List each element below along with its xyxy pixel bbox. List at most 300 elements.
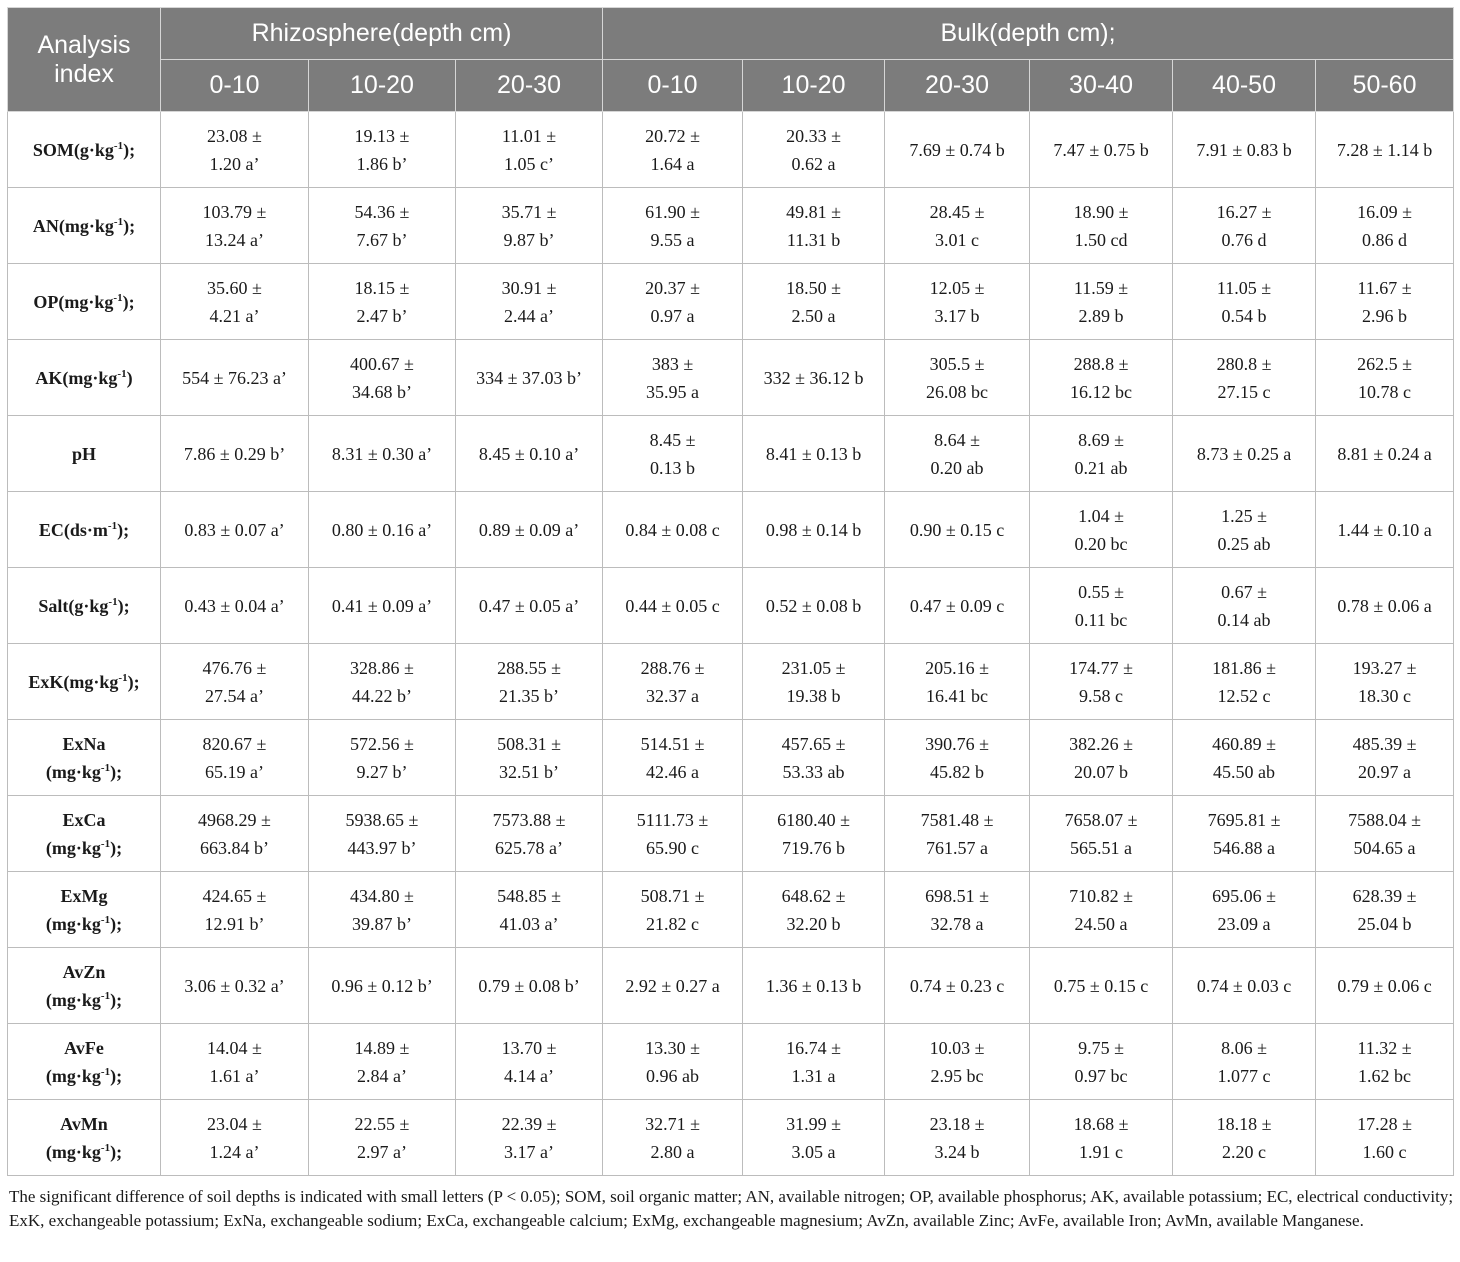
- row-index-label: [8, 720, 161, 796]
- cell-value-line: 400.67 ±: [350, 353, 414, 374]
- cell-value-line: 41.03 a’: [499, 913, 559, 934]
- cell-value-line: 9.58 c: [1079, 685, 1124, 706]
- cell-value-line: 0.79 ± 0.08 b’: [478, 975, 580, 996]
- data-cell: [161, 872, 309, 948]
- cell-value-line: 54.36 ±: [354, 201, 410, 222]
- cell-value-line: 3.05 a: [791, 1141, 836, 1162]
- index-label-line: [12, 592, 156, 620]
- cell-value-line: 7.47 ± 0.75 b: [1053, 139, 1149, 160]
- table-row: [8, 264, 1454, 340]
- data-cell: [1316, 1100, 1454, 1176]
- data-cell: [161, 340, 309, 416]
- data-cell: [1316, 644, 1454, 720]
- data-cell: [603, 188, 743, 264]
- index-label-suffix: );: [127, 671, 140, 692]
- data-cell: [1316, 568, 1454, 644]
- index-label-line: [12, 986, 156, 1014]
- data-cell: [603, 492, 743, 568]
- analysis-index-header-line2: index: [54, 59, 114, 88]
- index-label-text: (mg·kg: [45, 761, 101, 782]
- cell-value-line: 1.20 a’: [209, 153, 260, 174]
- cell-value-line: 0.11 bc: [1074, 609, 1128, 630]
- cell-value-line: 45.50 ab: [1213, 761, 1276, 782]
- cell-value-line: 508.31 ±: [497, 733, 561, 754]
- cell-value-line: 0.47 ± 0.09 c: [909, 595, 1005, 616]
- cell-value-line: 0.97 a: [650, 305, 695, 326]
- index-label-line: [12, 136, 156, 164]
- cell-value-line: 820.67 ±: [202, 733, 267, 754]
- data-cell: [309, 264, 456, 340]
- data-cell: [456, 568, 603, 644]
- cell-value-line: 8.45 ± 0.10 a’: [478, 443, 580, 464]
- cell-value-line: 31.99 ±: [786, 1113, 841, 1134]
- cell-value-line: 13.70 ±: [501, 1037, 557, 1058]
- cell-value-line: 7588.04 ±: [1348, 809, 1421, 830]
- data-cell: [309, 112, 456, 188]
- cell-value-line: 9.55 a: [650, 229, 695, 250]
- cell-value-line: 53.33 ab: [782, 761, 845, 782]
- data-cell: [603, 948, 743, 1024]
- cell-value-line: 0.78 ± 0.06 a: [1337, 595, 1432, 616]
- index-label-text: ExCa: [62, 809, 106, 830]
- index-label-line: [12, 1034, 156, 1062]
- cell-value-line: 0.44 ± 0.05 c: [625, 595, 720, 616]
- cell-value-line: 0.74 ± 0.03 c: [1196, 975, 1292, 996]
- index-label-line: [12, 1110, 156, 1138]
- data-cell: [161, 720, 309, 796]
- cell-value-line: 8.31 ± 0.30 a’: [331, 443, 433, 464]
- cell-value-line: 3.06 ± 0.32 a’: [184, 975, 285, 996]
- cell-value-line: 280.8 ±: [1216, 353, 1272, 374]
- data-cell: [1030, 1024, 1173, 1100]
- data-cell: [161, 112, 309, 188]
- cell-value-line: 761.57 a: [926, 837, 989, 858]
- cell-value-line: 11.31 b: [786, 229, 841, 250]
- cell-value-line: 45.82 b: [930, 761, 985, 782]
- data-cell: [743, 796, 885, 872]
- data-cell: [885, 264, 1030, 340]
- index-label-exponent: -1: [100, 1141, 111, 1154]
- cell-value-line: 1.05 c’: [504, 153, 554, 174]
- data-cell: [309, 340, 456, 416]
- row-index-label: [8, 340, 161, 416]
- cell-value-line: 0.86 d: [1362, 229, 1408, 250]
- data-cell: [456, 112, 603, 188]
- cell-value-line: 1.50 cd: [1074, 229, 1128, 250]
- cell-value-line: 546.88 a: [1213, 837, 1276, 858]
- index-label-exponent: -1: [107, 519, 118, 532]
- index-label-suffix: );: [110, 837, 123, 858]
- cell-value-line: 3.24 b: [934, 1141, 980, 1162]
- data-cell: [1173, 796, 1316, 872]
- index-label-text: ExMg: [60, 885, 108, 906]
- cell-value-line: 5111.73 ±: [636, 809, 709, 830]
- cell-value-line: 193.27 ±: [1352, 657, 1417, 678]
- row-index-label: [8, 948, 161, 1024]
- cell-value-line: 27.54 a’: [205, 685, 264, 706]
- cell-value-line: 0.14 ab: [1217, 609, 1271, 630]
- cell-value-line: 476.76 ±: [202, 657, 267, 678]
- data-cell: [885, 1100, 1030, 1176]
- row-index-label: [8, 1100, 161, 1176]
- table-row: [8, 340, 1454, 416]
- data-cell: [1173, 644, 1316, 720]
- index-label-line: [12, 806, 156, 834]
- index-label-text: AvFe: [64, 1037, 104, 1058]
- cell-value-line: 0.74 ± 0.23 c: [909, 975, 1005, 996]
- index-label-exponent: -1: [100, 837, 111, 850]
- cell-value-line: 262.5 ±: [1357, 353, 1412, 374]
- cell-value-line: 2.47 b’: [356, 305, 408, 326]
- cell-value-line: 1.24 a’: [209, 1141, 260, 1162]
- data-cell: [1173, 720, 1316, 796]
- index-label-suffix: );: [110, 913, 123, 934]
- cell-value-line: 2.20 c: [1222, 1141, 1267, 1162]
- data-cell: [309, 872, 456, 948]
- cell-value-line: 44.22 b’: [352, 685, 412, 706]
- row-index-label: [8, 112, 161, 188]
- cell-value-line: 1.077 c: [1217, 1065, 1271, 1086]
- index-label-text: OP(mg·kg: [33, 291, 114, 312]
- cell-value-line: 8.73 ± 0.25 a: [1196, 443, 1292, 464]
- data-cell: [1030, 1100, 1173, 1176]
- index-label-suffix: ): [126, 367, 133, 388]
- cell-value-line: 460.89 ±: [1212, 733, 1276, 754]
- data-cell: [743, 568, 885, 644]
- table-row: [8, 1024, 1454, 1100]
- cell-value-line: 7658.07 ±: [1064, 809, 1138, 830]
- cell-value-line: 7.86 ± 0.29 b’: [183, 443, 286, 464]
- data-cell: [456, 340, 603, 416]
- cell-value-line: 10.03 ±: [929, 1037, 985, 1058]
- cell-value-line: 8.41 ± 0.13 b: [765, 443, 862, 464]
- cell-value-line: 0.79 ± 0.06 c: [1337, 975, 1432, 996]
- index-label-text: Salt(g·kg: [38, 595, 109, 616]
- cell-value-line: 0.47 ± 0.05 a’: [478, 595, 580, 616]
- index-label-suffix: );: [110, 1065, 123, 1086]
- soil-analysis-table: [7, 7, 1454, 1176]
- row-index-label: [8, 492, 161, 568]
- data-cell: [1030, 720, 1173, 796]
- cell-value-line: 719.76 b: [782, 837, 846, 858]
- data-cell: [885, 644, 1030, 720]
- table-row: [8, 188, 1454, 264]
- index-label-suffix: );: [123, 139, 136, 160]
- cell-value-line: 61.90 ±: [645, 201, 700, 222]
- cell-value-line: 14.89 ±: [354, 1037, 410, 1058]
- data-cell: [309, 796, 456, 872]
- cell-value-line: 2.80 a: [650, 1141, 695, 1162]
- depth-header: 0-10: [603, 60, 743, 112]
- index-label-text: AvZn: [62, 961, 106, 982]
- cell-value-line: 9.87 b’: [503, 229, 555, 250]
- index-label-exponent: -1: [117, 367, 127, 380]
- cell-value-line: 0.43 ± 0.04 a’: [184, 595, 285, 616]
- depth-header: 10-20: [743, 60, 885, 112]
- data-cell: [1173, 1024, 1316, 1100]
- data-cell: [456, 416, 603, 492]
- data-cell: [1173, 340, 1316, 416]
- index-label-line: [12, 1138, 156, 1166]
- data-cell: [743, 416, 885, 492]
- index-label-text: (mg·kg: [45, 989, 101, 1010]
- cell-value-line: 0.21 ab: [1074, 457, 1128, 478]
- data-cell: [456, 1024, 603, 1100]
- cell-value-line: 485.39 ±: [1352, 733, 1417, 754]
- cell-value-line: 27.15 c: [1217, 381, 1271, 402]
- cell-value-line: 11.01 ±: [501, 125, 557, 146]
- cell-value-line: 8.06 ±: [1221, 1037, 1267, 1058]
- cell-value-line: 34.68 b’: [352, 381, 412, 402]
- data-cell: [161, 568, 309, 644]
- cell-value-line: 11.67 ±: [1357, 277, 1412, 298]
- cell-value-line: 19.38 b: [786, 685, 841, 706]
- cell-value-line: 1.62 bc: [1358, 1065, 1412, 1086]
- cell-value-line: 434.80 ±: [350, 885, 414, 906]
- cell-value-line: 0.83 ± 0.07 a’: [184, 519, 285, 540]
- index-label-text: SOM(g·kg: [32, 139, 114, 160]
- cell-value-line: 42.46 a: [646, 761, 700, 782]
- index-label-line: [12, 516, 156, 544]
- index-label-exponent: -1: [100, 989, 111, 1002]
- index-label-exponent: -1: [100, 913, 111, 926]
- index-label-text: ExK(mg·kg: [28, 671, 119, 692]
- cell-value-line: 32.71 ±: [645, 1113, 700, 1134]
- cell-value-line: 625.78 a’: [495, 837, 563, 858]
- cell-value-line: 18.68 ±: [1073, 1113, 1129, 1134]
- cell-value-line: 231.05 ±: [781, 657, 846, 678]
- data-cell: [1173, 264, 1316, 340]
- cell-value-line: 288.8 ±: [1073, 353, 1129, 374]
- index-label-line: [12, 288, 156, 316]
- index-label-line: [12, 440, 156, 468]
- data-cell: [456, 796, 603, 872]
- data-cell: [309, 948, 456, 1024]
- index-label-suffix: );: [122, 291, 135, 312]
- data-cell: [309, 720, 456, 796]
- cell-value-line: 0.75 ± 0.15 c: [1053, 975, 1149, 996]
- data-cell: [885, 492, 1030, 568]
- index-label-suffix: );: [110, 1141, 123, 1162]
- cell-value-line: 2.89 b: [1078, 305, 1124, 326]
- data-cell: [1030, 264, 1173, 340]
- cell-value-line: 2.97 a’: [357, 1141, 407, 1162]
- index-label-exponent: -1: [100, 761, 111, 774]
- data-cell: [161, 796, 309, 872]
- data-cell: [743, 188, 885, 264]
- cell-value-line: 11.32 ±: [1357, 1037, 1412, 1058]
- cell-value-line: 0.25 ab: [1217, 533, 1271, 554]
- data-cell: [885, 568, 1030, 644]
- cell-value-line: 9.75 ±: [1078, 1037, 1124, 1058]
- cell-value-line: 7695.81 ±: [1207, 809, 1281, 830]
- data-cell: [743, 264, 885, 340]
- cell-value-line: 39.87 b’: [352, 913, 412, 934]
- index-label-line: [12, 668, 156, 696]
- cell-value-line: 663.84 b’: [200, 837, 269, 858]
- cell-value-line: 16.41 bc: [926, 685, 989, 706]
- cell-value-line: 205.16 ±: [925, 657, 989, 678]
- cell-value-line: 305.5 ±: [929, 353, 985, 374]
- depth-header: 20-30: [456, 60, 603, 112]
- cell-value-line: 0.97 bc: [1074, 1065, 1128, 1086]
- table-footnote: The significant difference of soil depths is indicated with small letters (P < 0.05); SOM, soil organic matter; AN, available nitrogen; OP, available phosphorus; AK, available potassium; EC, electrical conductivity; ExK, exchangeable potassium; ExNa, exchangeable sodium; ExCa, exchangeable calcium; ExMg, exchangeable magnesium; AvZn, available Zinc; AvFe, available Iron; AvMn, available Manganese.: [9, 1187, 1454, 1230]
- cell-value-line: 0.52 ± 0.08 b: [765, 595, 862, 616]
- data-cell: [1030, 644, 1173, 720]
- cell-value-line: 18.15 ±: [354, 277, 410, 298]
- cell-value-line: 18.30 c: [1358, 685, 1412, 706]
- data-cell: [456, 720, 603, 796]
- cell-value-line: 20.07 b: [1074, 761, 1129, 782]
- cell-value-line: 19.13 ±: [354, 125, 410, 146]
- analysis-index-header: [8, 8, 161, 112]
- cell-value-line: 332 ± 36.12 b: [763, 367, 864, 388]
- data-cell: [603, 796, 743, 872]
- cell-value-line: 30.91 ±: [501, 277, 557, 298]
- cell-value-line: 32.78 a: [930, 913, 984, 934]
- cell-value-line: 18.50 ±: [786, 277, 841, 298]
- cell-value-line: 0.20 ab: [930, 457, 984, 478]
- data-cell: [1030, 112, 1173, 188]
- cell-value-line: 174.77 ±: [1069, 657, 1133, 678]
- depth-header: 50-60: [1316, 60, 1454, 112]
- index-label-suffix: );: [110, 761, 123, 782]
- index-label-suffix: );: [117, 595, 130, 616]
- index-label-exponent: -1: [113, 215, 124, 228]
- data-cell: [1316, 492, 1454, 568]
- data-cell: [885, 948, 1030, 1024]
- data-cell: [743, 112, 885, 188]
- row-index-label: [8, 1024, 161, 1100]
- data-cell: [885, 416, 1030, 492]
- data-cell: [885, 188, 1030, 264]
- cell-value-line: 8.81 ± 0.24 a: [1337, 443, 1432, 464]
- cell-value-line: 0.96 ab: [646, 1065, 700, 1086]
- cell-value-line: 1.44 ± 0.10 a: [1337, 519, 1432, 540]
- cell-value-line: 628.39 ±: [1352, 885, 1417, 906]
- data-cell: [1316, 796, 1454, 872]
- cell-value-line: 26.08 bc: [926, 381, 989, 402]
- data-cell: [1316, 416, 1454, 492]
- cell-value-line: 2.96 b: [1362, 305, 1408, 326]
- cell-value-line: 698.51 ±: [925, 885, 989, 906]
- cell-value-line: 35.60 ±: [207, 277, 262, 298]
- data-cell: [603, 112, 743, 188]
- cell-value-line: 0.55 ±: [1078, 581, 1124, 602]
- cell-value-line: 181.86 ±: [1212, 657, 1276, 678]
- cell-value-line: 13.30 ±: [645, 1037, 700, 1058]
- data-cell: [309, 1024, 456, 1100]
- data-cell: [885, 720, 1030, 796]
- cell-value-line: 8.64 ±: [934, 429, 980, 450]
- cell-value-line: 5938.65 ±: [345, 809, 419, 830]
- data-cell: [456, 1100, 603, 1176]
- data-cell: [1030, 568, 1173, 644]
- index-label-text: ExNa: [62, 733, 106, 754]
- data-cell: [161, 492, 309, 568]
- table-row: [8, 796, 1454, 872]
- cell-value-line: 554 ± 76.23 a’: [182, 367, 287, 388]
- cell-value-line: 16.12 bc: [1070, 381, 1133, 402]
- cell-value-line: 11.05 ±: [1216, 277, 1272, 298]
- cell-value-line: 22.39 ±: [501, 1113, 557, 1134]
- cell-value-line: 1.36 ± 0.13 b: [765, 975, 862, 996]
- data-cell: [885, 796, 1030, 872]
- row-index-label: [8, 872, 161, 948]
- data-cell: [1173, 1100, 1316, 1176]
- index-label-exponent: -1: [118, 671, 128, 684]
- cell-value-line: 0.84 ± 0.08 c: [625, 519, 720, 540]
- cell-value-line: 0.90 ± 0.15 c: [909, 519, 1005, 540]
- index-label-text: EC(ds·m: [38, 519, 108, 540]
- data-cell: [1030, 948, 1173, 1024]
- row-index-label: [8, 264, 161, 340]
- row-index-label: [8, 568, 161, 644]
- data-cell: [603, 1100, 743, 1176]
- cell-value-line: 4968.29 ±: [198, 809, 271, 830]
- cell-value-line: 334 ± 37.03 b’: [476, 367, 582, 388]
- cell-value-line: 0.13 b: [650, 457, 696, 478]
- index-label-text: AK(mg·kg: [35, 367, 118, 388]
- index-label-text: (mg·kg: [45, 913, 101, 934]
- data-cell: [1316, 720, 1454, 796]
- table-row: [8, 492, 1454, 568]
- data-cell: [456, 872, 603, 948]
- cell-value-line: 424.65 ±: [202, 885, 267, 906]
- index-label-line: [12, 758, 156, 786]
- cell-value-line: 0.20 bc: [1074, 533, 1128, 554]
- data-cell: [603, 568, 743, 644]
- table-row: [8, 872, 1454, 948]
- cell-value-line: 2.50 a: [791, 305, 836, 326]
- cell-value-line: 28.45 ±: [929, 201, 985, 222]
- cell-value-line: 7581.48 ±: [920, 809, 994, 830]
- cell-value-line: 0.96 ± 0.12 b’: [331, 975, 433, 996]
- index-label-text: AN(mg·kg: [32, 215, 114, 236]
- data-cell: [885, 1024, 1030, 1100]
- data-cell: [603, 1024, 743, 1100]
- data-cell: [309, 416, 456, 492]
- cell-value-line: 1.31 a: [791, 1065, 836, 1086]
- cell-value-line: 0.62 a: [791, 153, 836, 174]
- index-label-text: (mg·kg: [45, 1065, 101, 1086]
- cell-value-line: 65.90 c: [646, 837, 700, 858]
- data-cell: [161, 1024, 309, 1100]
- index-label-exponent: -1: [113, 291, 123, 304]
- data-cell: [1316, 264, 1454, 340]
- cell-value-line: 382.26 ±: [1069, 733, 1133, 754]
- data-cell: [885, 872, 1030, 948]
- cell-value-line: 17.28 ±: [1357, 1113, 1412, 1134]
- cell-value-line: 328.86 ±: [350, 657, 414, 678]
- data-cell: [161, 1100, 309, 1176]
- table-row: [8, 644, 1454, 720]
- table-row: [8, 948, 1454, 1024]
- cell-value-line: 20.72 ±: [645, 125, 700, 146]
- cell-value-line: 7.67 b’: [356, 229, 408, 250]
- data-cell: [309, 1100, 456, 1176]
- cell-value-line: 648.62 ±: [781, 885, 846, 906]
- cell-value-line: 1.04 ±: [1078, 505, 1124, 526]
- data-cell: [743, 720, 885, 796]
- cell-value-line: 21.82 c: [646, 913, 700, 934]
- data-cell: [743, 872, 885, 948]
- cell-value-line: 49.81 ±: [786, 201, 841, 222]
- data-cell: [1173, 112, 1316, 188]
- cell-value-line: 11.59 ±: [1073, 277, 1129, 298]
- cell-value-line: 16.74 ±: [786, 1037, 841, 1058]
- cell-value-line: 32.37 a: [646, 685, 700, 706]
